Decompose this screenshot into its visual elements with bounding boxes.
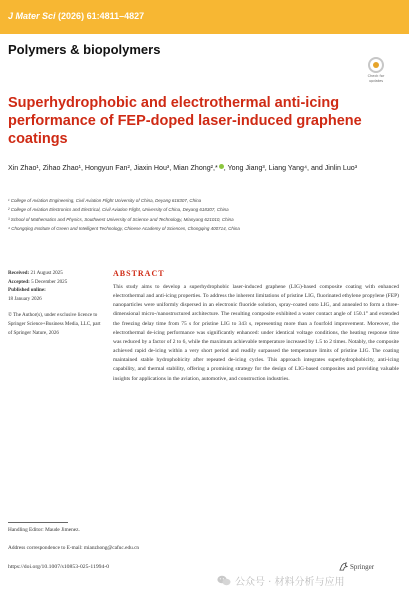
abstract-text: This study aims to develop a superhydrophobic laser-induced graphene (LIG)-based composite coating with enhanced electrothermal and anti-icing properties. To address the inherent limitations of pristine LIG, fluorinated ethylene propylene (FEP) nanoparticles were uniformly dispersed in an electronic fluoride solution, spray-coated onto LIG, and annealed to form a three-dimensional micro-/nanostructured architecture. The resulting composite exhibited a water contact angle of 150.1° and extended the freezing delay time from 75 s for pristine LIG to 343 s, representing more than a fourfold improvement. Moreover, the electrothermal de-icing performance was significantly enhanced: under identical voltage conditions, the heating response time was reduced by a factor of 2 to 6, while the maximum achievable temperature increased by 1.5 to 2 times. Notably, the composite achieved rapid de-icing within a very short period and readily surpassed the temperature limits of pristine LIG. The coating maintained stable hydrophobicity after repeated de-icing cycles. This approach integrates superhydrophobicity, anti-icing capability, and thermal stability, offering a promising strategy for the design of LIG-based composites and providing valuable insights for applications in the aviation, automotive, and construction industries.	[113, 284, 399, 382]
accepted-row	[8, 278, 106, 287]
publisher-name: Springer	[350, 562, 375, 571]
received-label: Received:	[8, 270, 30, 276]
authors-part-1: Xin Zhao¹, Zihao Zhao¹, Hongyun Fan², Jiaxin Hou³, Mian Zhong²,*	[8, 164, 218, 172]
received-date: 21 August 2025	[30, 270, 63, 276]
badge-label-1: Check for	[367, 74, 385, 78]
affiliation-3: ³ School of Mathematics and Physics, Southwest University of Science and Technology, Mianyang 621010, China	[8, 216, 234, 222]
wechat-watermark	[217, 573, 345, 588]
watermark-text: 公众号 · 材料分析与应用	[235, 577, 345, 588]
affiliation-1: ¹ College of Aviation Engineering, Civil Aviation Flight University of China, Deyang 618307, China	[8, 198, 202, 203]
springer-logo	[339, 562, 374, 571]
footnote-divider	[8, 522, 68, 523]
section-title: Polymers & biopolymers	[8, 42, 161, 57]
affiliation-list	[8, 196, 378, 234]
author-list	[8, 163, 368, 174]
check-for-updates-badge[interactable]	[364, 57, 388, 85]
wechat-icon	[217, 575, 231, 586]
journal-header-bar	[0, 0, 409, 34]
published-date: 18 January 2026	[8, 295, 42, 302]
published-label: Published online:	[8, 287, 46, 294]
abstract-heading: ABSTRACT	[113, 269, 165, 278]
accepted-label: Accepted:	[8, 278, 30, 285]
journal-citation	[8, 11, 144, 21]
springer-horse-icon	[339, 562, 348, 571]
received-row	[8, 269, 106, 278]
accepted-date: 5 December 2025	[31, 278, 68, 285]
check-updates-icon	[368, 57, 384, 73]
journal-abbr: J Mater Sci	[8, 11, 56, 21]
copyright-notice: © The Author(s), under exclusive licence to Springer Science+Business Media, LLC, part of Springer Nature, 2026	[8, 312, 101, 336]
article-title: Superhydrophobic and electrothermal anti-icing performance of FEP-doped laser-induced graphene coatings	[8, 95, 362, 147]
handling-editor: Handling Editor: Maude Jimenez.	[8, 527, 80, 533]
article-history	[8, 269, 106, 337]
affiliation-4: ⁴ Chongqing Institute of Green and Intelligent Technology, Chinese Academy of Sciences, Chongqing 400714, China	[8, 226, 240, 232]
badge-label-2: updates	[368, 79, 384, 83]
authors-part-2: , Yong Jiang³, Liang Yang⁴, and Jinlin Luo³	[223, 164, 358, 172]
volume-info: (2026) 61:4811–4827	[58, 11, 145, 21]
correspondence-email[interactable]: Address correspondence to E-mail: mianzhong@cafuc.edu.cn	[8, 545, 140, 551]
affiliation-2: ² College of Aviation Electronics and Electrical, Civil Aviation Flight, University of China, Deyang 618307, China	[8, 207, 229, 213]
doi-link[interactable]: https://doi.org/10.1007/s10853-025-11994-0	[8, 564, 110, 570]
